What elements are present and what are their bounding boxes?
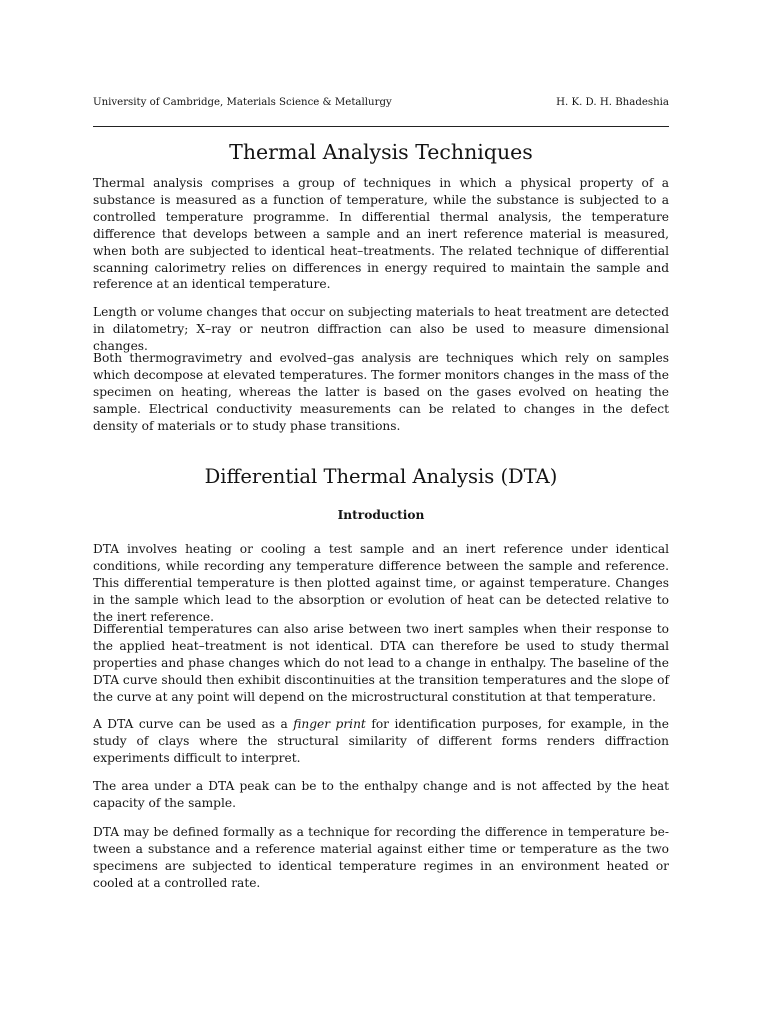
intro-paragraph-3: Both thermogravimetry and evolved–gas analysis are techniques which rely on samples which decompose at elevated temperatures. The former monitors changes in the mass of the specimen on heating, whereas the latter is based on the gases evolved on heating the sample. Electrical conductivity measurements can be related to changes in the defect density of materials or to study phase transitions.	[93, 351, 669, 433]
header-rule	[93, 126, 669, 127]
running-header	[93, 96, 669, 109]
section-title: Differential Thermal Analysis (DTA)	[204, 465, 558, 488]
header-author: H. K. D. H. Bhadeshia	[556, 97, 669, 108]
dta-paragraph-2: Differential temperatures can also arise between two inert samples when their response to the applied heat–treatment is not identical. DTA can therefore be used to study thermal properties and phase changes which do not lead to a change in enthalpy. The baseline of the DTA curve should then exhibit discontinuities at the transition temperatures and the slope of the curve at any point will depend on the microstructural constitution at that temperature.	[93, 622, 669, 704]
dta-paragraph-5: DTA may be defined formally as a technique for recording the difference in temperature between a substance and a reference material against either time or temperature as the two specimens are subjected to identical temperature regimes in an environment heated or cooled at a controlled rate.	[93, 825, 669, 890]
subsection-heading: Introduction	[337, 508, 425, 522]
dta-paragraph-3-before: A DTA curve can be used as a	[93, 717, 294, 731]
page-title: Thermal Analysis Techniques	[229, 140, 533, 164]
finger-print-term: finger print	[293, 717, 366, 731]
document-page	[93, 0, 669, 1024]
dta-paragraph-3	[93, 716, 669, 767]
dta-paragraph-1: DTA involves heating or cooling a test sample and an inert reference under identical conditions, while recording any temperature difference between the sample and reference. This differential temperature is then plotted against time, or against temperature. Changes in the sample which lead to the absorption or evolution of heat can be detected relative to the inert reference.	[93, 542, 669, 624]
intro-paragraph-2: Length or volume changes that occur on subjecting materials to heat treatment are detected in dilatometry; X–ray or neutron diffraction can also be used to measure dimensional changes.	[93, 305, 669, 353]
dta-paragraph-4: The area under a DTA peak can be to the enthalpy change and is not affected by the heat capacity of the sample.	[93, 779, 669, 810]
intro-paragraph-1: Thermal analysis comprises a group of techniques in which a physical property of a substance is measured as a function of temperature, while the substance is subjected to a controlled temperature programme. In differential thermal analysis, the temperature difference that develops between a sample and an inert reference material is measured, when both are subjected to identical heat–treatments. The related technique of differential scanning calorimetry relies on differences in energy required to maintain the sample and reference at an identical temperature.	[93, 176, 669, 292]
dta-paragraph-3-after: for identification purposes, for example, in the study of clays where the structural similarity of different forms renders diffraction experiments difficult to interpret.	[93, 717, 669, 765]
header-institution: University of Cambridge, Materials Science & Metallurgy	[93, 97, 392, 108]
